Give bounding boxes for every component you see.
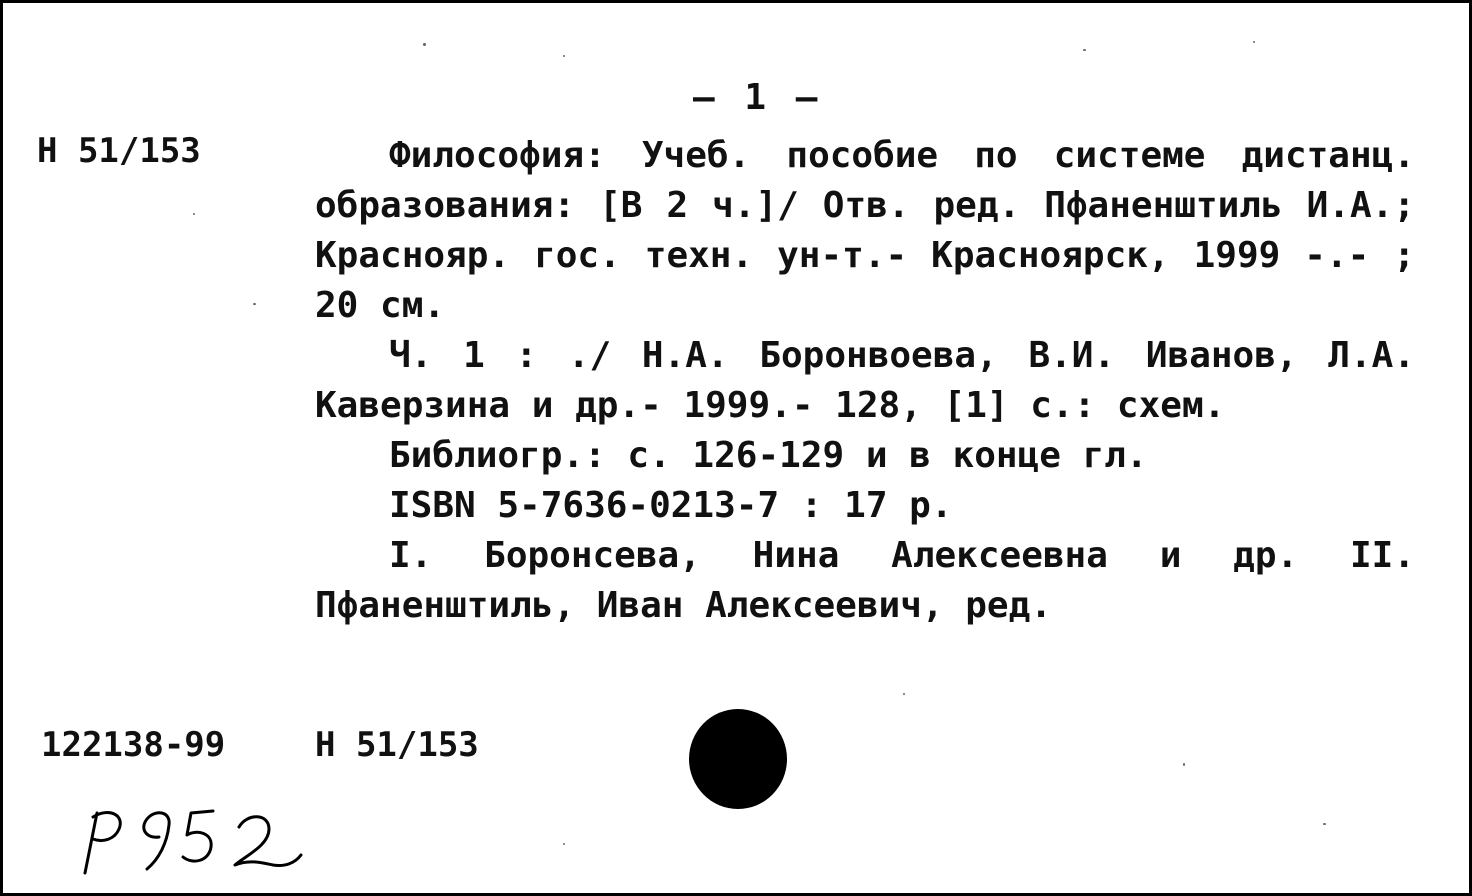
call-number-top: Н 51/153 <box>37 131 201 171</box>
isbn-line: ISBN 5-7636-0213-7 : 17 р. <box>389 485 953 526</box>
scan-speckle <box>1183 763 1185 766</box>
scan-speckle <box>423 43 426 46</box>
scan-speckle <box>563 843 565 845</box>
page-number: — 1 — <box>693 77 822 118</box>
scan-speckle <box>1323 823 1326 825</box>
scan-speckle <box>903 693 905 695</box>
title-paragraph: Философия: Учеб. пособие по системе дистанц. образования: [В 2 ч.]/ Отв. ред. Пфаненштиль И.А.; Краснояр. гос. техн. ун-т.- Красноярск, 1999 -.- ; 20 см. <box>315 135 1415 326</box>
accession-number: 122138-99 <box>41 725 226 765</box>
scan-speckle <box>253 303 256 305</box>
bibliography-note: Библиогр.: с. 126-129 и в конце гл. <box>389 435 1148 476</box>
scan-speckle <box>193 213 195 215</box>
call-number-bottom: Н 51/153 <box>315 725 479 765</box>
tracings-paragraph: I. Боронсева, Нина Алексеевна и др. II. Пфаненштиль, Иван Алексеевич, ред. <box>315 535 1415 626</box>
scan-speckle <box>563 55 565 57</box>
part-paragraph: Ч. 1 : ./ Н.А. Боронвоева, В.И. Иванов, Л.А. Каверзина и др.- 1999.- 128, [1] с.: схем. <box>315 335 1415 426</box>
handwritten-note-drawing <box>63 793 313 883</box>
bibliographic-description <box>315 131 1415 631</box>
handwritten-note <box>63 793 313 883</box>
punch-hole <box>689 709 787 809</box>
scan-speckle <box>1083 49 1086 51</box>
scan-speckle <box>1253 41 1255 43</box>
